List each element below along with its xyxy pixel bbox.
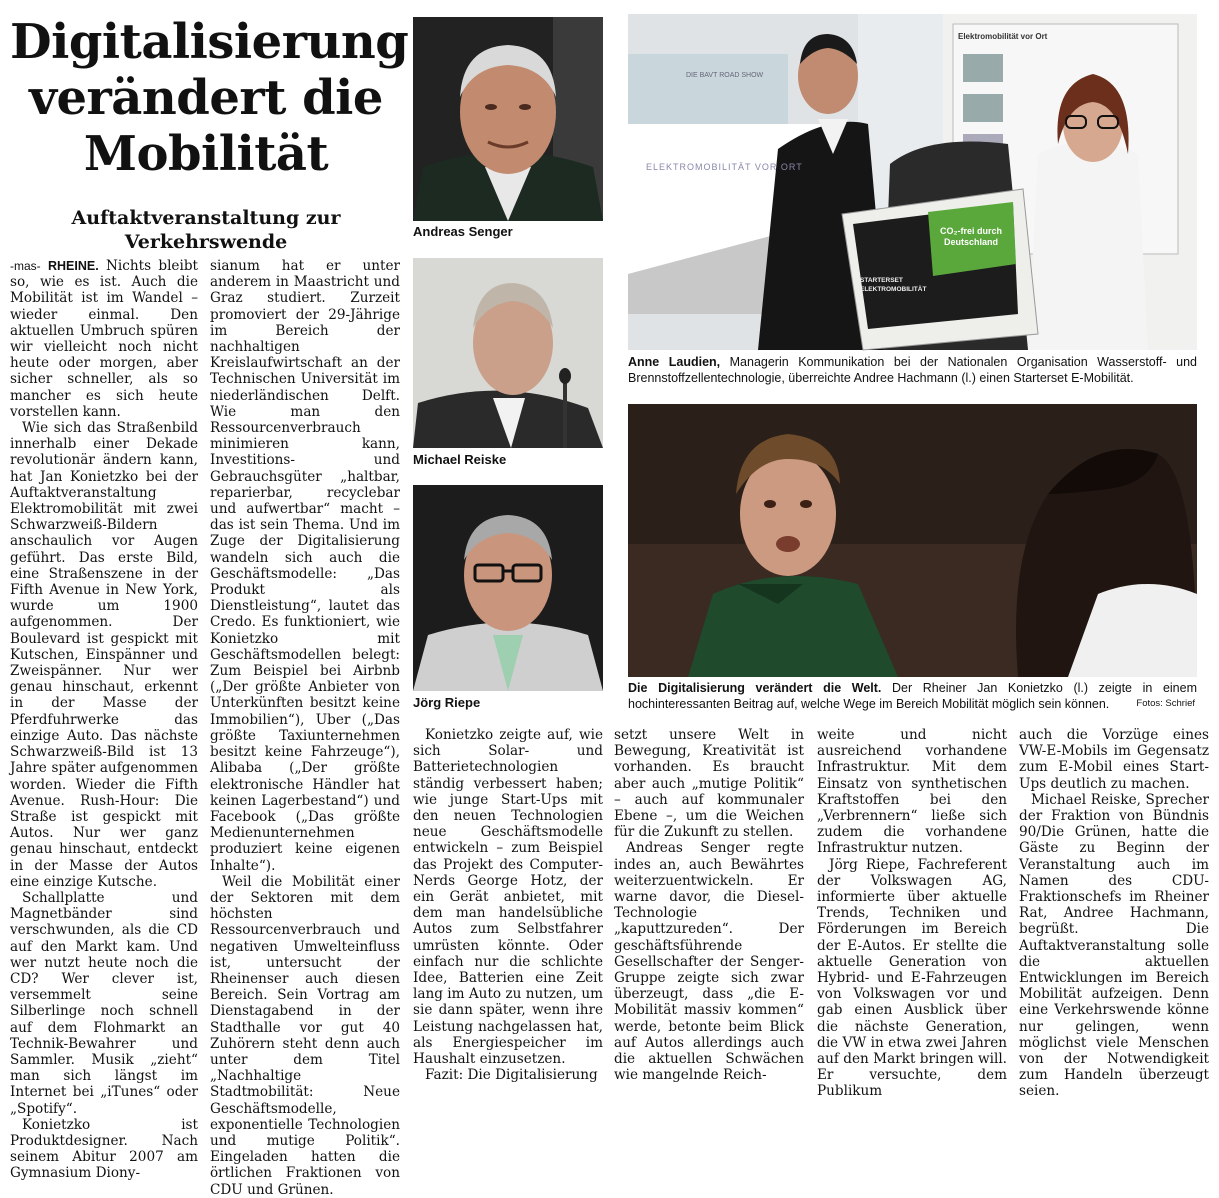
author-mark: -mas-: [10, 259, 41, 273]
article-paragraph: auch die Vorzüge eines VW-E-Mobils im Gegensatz zum E-Mobil eines Start-Ups deutlich zu machen.: [1019, 727, 1209, 792]
article-paragraph: Jörg Riepe, Fachreferent der Volkswagen AG, informierte über aktuelle Trends, Techniken und Förderungen im Bereich der E-Autos. Er stellte die aktuelle Generation von Hybrid- und E-Fahrzeugen von Volkswagen vor und gab einen Ausblick über die nächste Generation, die VW in etwa zwei Jahren auf den Markt bringen will. Er versuchte, dem Publikum: [817, 856, 1007, 1100]
article-paragraph: sianum hat er unter anderem in Maastricht und Graz studiert. Zurzeit promoviert der 29-Jährige im Bereich der nachhaltigen Kreislaufwirtschaft an der Technischen Universität im niederländischen Delft. Wie man den Ressourcenverbrauch minimieren kann, Investitions- und Gebrauchsgüter „haltbar, reparierbar, recyclebar und aufwertbar“ macht – das ist sein Thema. Und im Zuge der Digitalisierung wandeln sich auch die Geschäftsmodelle: „Das Produkt als Dienstleistung“, lautet das Credo. Es funktioniert, wie Konietzko mit Geschäftsmodellen belegt: Zum Beispiel bei Airbnb („Der größte Anbieter von Unterkünften besitzt keine Immobilien“), Uber („Das größte Taxiunternehmen besitzt keine Fahrzeuge“), Alibaba („Der größte elektronische Händler hat keinen Lagerbestand“) und Facebook („Das größte Medienunternehmen produziert keine eigenen Inhalte“).: [210, 258, 400, 874]
article-column-5: [817, 727, 1007, 1100]
article-paragraph: Michael Reiske, Sprecher der Fraktion von Bündnis 90/Die Grünen, hatte die Gäste zu Beginn der Veranstaltung auch im Namen des CDU-Fraktionschefs im Rheiner Rat, Andree Hachmann, begrüßt. Die Auftaktveranstaltung solle die aktuellen Entwicklungen im Bereich Mobilität aufzeigen. Denn eine Verkehrswende könne nur gelingen, wenn möglichst viele Menschen von der Notwendigkeit zum Handeln überzeugt seien.: [1019, 791, 1209, 1100]
photo-credit: Fotos: Schrief: [1136, 698, 1195, 709]
article-paragraph: Konietzko ist Produktdesigner. Nach seinem Abitur 2007 am Gymnasium Diony-: [10, 1116, 198, 1182]
photo-konietzko-talk: [628, 404, 1197, 677]
sign-emobility: ELEKTROMOBILITÄT VOR ORT: [646, 162, 803, 172]
box-badge: CO₂-frei durch Deutschland: [939, 226, 1002, 247]
article-column-2: [210, 258, 400, 1198]
article-paragraph: Andreas Senger regte indes an, auch Bewährtes weiterzuentwickeln. Er warne davor, die Diesel-Technologie „kaputtzureden“. Der geschäftsführende Gesellschafter der Senger-Gruppe zeigte sich zwar überzeugt, dass „die E-Mobilität massiv kommen“ werde, betonte beim Blick auf Autos allerdings auch die aktuellen Schwächen wie mangelnde Reich-: [614, 840, 804, 1084]
article-column-6: [1019, 727, 1209, 1100]
portrait-joerg-riepe: [413, 485, 603, 691]
article-column-3: [413, 727, 603, 1084]
portrait-caption: Michael Reiske: [413, 452, 507, 467]
article-paragraph: Weil die Mobilität einer der Sektoren mit dem höchsten Ressourcenverbrauch und negativen Umwelteinfluss ist, untersucht der Rheinenser auch diesen Bereich. Sein Vortrag am Dienstagabend in der Stadthalle vor gut 40 Zuhörern steht denn auch unter dem Titel „Nachhaltige Stadtmobilität: Neue Geschäftsmodelle, exponentielle Technologien und mutige Politik“. Eingeladen hatten die örtlichen Fraktionen von CDU und Grünen.: [210, 873, 400, 1198]
article-paragraph: Konietzko zeigte auf, wie sich Solar- und Batterietechnologien ständig verbessert haben; wie junge Start-Ups mit den neuen Technologien neue Geschäftsmodelle entwickeln – zum Beispiel das Projekt des Computer-Nerds George Hotz, der ein Gerät anbietet, mit dem man handelsübliche Autos zum Selbstfahrer umrüsten könnte. Oder einfach nur die schlichte Idee, Batterien eine Zeit lang im Auto zu nutzen, um sie dann später, wenn ihre Leistung nachgelassen hat, als Energiespeicher im Haushalt einzusetzen.: [413, 727, 603, 1068]
photo-top-caption: [628, 354, 1197, 386]
article-paragraph: setzt unsere Welt in Bewegung, Kreativität ist vorhanden. Es braucht aber auch „mutige Politik“ – auch auf kommunaler Ebene –, um die Weichen für die Zukunft zu stellen.: [614, 727, 804, 841]
caption-body: Managerin Kommunikation bei der Nationalen Organisation Wasserstoff- und Brennstoffzellentechnologie, überreichte Andree Hachmann (l.) einen Starterset E-Mobilität.: [628, 355, 1197, 385]
portrait-caption: Jörg Riepe: [413, 695, 481, 710]
photo-bottom-caption: [628, 680, 1197, 712]
article-paragraph: -mas- RHEINE. Nichts bleibt so, wie es ist. Auch die Mobilität ist im Wandel – wieder einmal. Den aktuellen Umbruch spüren wir vielleicht noch nicht heute oder morgen, aber sicher schneller, als so mancher es sich heute vorstellen kann.: [10, 258, 198, 420]
photo-starterset-handover: [628, 14, 1197, 350]
dateline: RHEINE.: [48, 259, 99, 273]
portrait-caption: Andreas Senger: [413, 224, 513, 239]
subhead: Auftaktveranstaltung zur Verkehrswende: [71, 207, 341, 253]
headline: Digitalisierung verändert die Mobilität: [10, 14, 409, 182]
sign-roadshow: DIE BAVT ROAD SHOW: [686, 72, 764, 79]
article-column-4: [614, 727, 804, 1084]
article-paragraph: Wie sich das Straßenbild innerhalb einer Dekade revolutionär ändern kann, hat Jan Konietzko bei der Auftaktveranstaltung Elektromobilität mit zwei Schwarzweiß-Bildern anschaulich vor Augen geführt. Das erste Bild, eine Straßenszene in der Fifth Avenue in New York, wurde um 1900 aufgenommen. Der Boulevard ist gespickt mit Kutschen, Einspänner und Zweispänner. Nur wer genau hinschaut, erkennt in der Masse der Pferdfuhrwerke das einzige Auto. Das nächste Schwarzweiß-Bild ist 13 Jahre später aufgenommen worden. Wieder die Fifth Avenue. Rush-Hour: Die Straße ist gespickt mit Autos. Nur wer ganz genau hinschaut, entdeckt in der Masse der Autos eine einzige Kutsche.: [10, 420, 198, 890]
caption-person: Anne Laudien,: [628, 355, 721, 369]
article-paragraph: weite und nicht ausreichend vorhandene Infrastruktur. Mit dem Einsatz von synthetischen Kraftstoffen bei den „Verbrennern“ ließe sich zudem die vorhandene Infrastruktur nutzen.: [817, 727, 1007, 857]
portrait-michael-reiske: [413, 258, 603, 448]
article-paragraph: Schallplatte und Magnetbänder sind verschwunden, als die CD auf den Markt kam. Und wer nutzt heute noch die CD? Wer clever ist, versemmelt seine Silberlinge noch schnell auf dem Flohmarkt an Technik-Bewahrer und Sammler. Musik „zieht“ man sich längst im Internet bei „iTunes“ oder „Spotify“.: [10, 889, 198, 1117]
panel-title: Elektromobilität vor Ort: [958, 32, 1048, 41]
article-column-1: [10, 258, 198, 1182]
caption-body: Der Rheiner Jan Konietzko (l.) zeigte in einem hochinteressanten Beitrag auf, welche Wege im Bereich Mobilität möglich sein können.: [628, 681, 1197, 711]
article-paragraph: Fazit: Die Digitalisierung: [425, 1067, 598, 1084]
portrait-andreas-senger: [413, 17, 603, 221]
caption-lead: Die Digitalisierung verändert die Welt.: [628, 681, 882, 695]
box-label: STARTERSET ELEKTROMOBILITÄT: [860, 277, 927, 293]
